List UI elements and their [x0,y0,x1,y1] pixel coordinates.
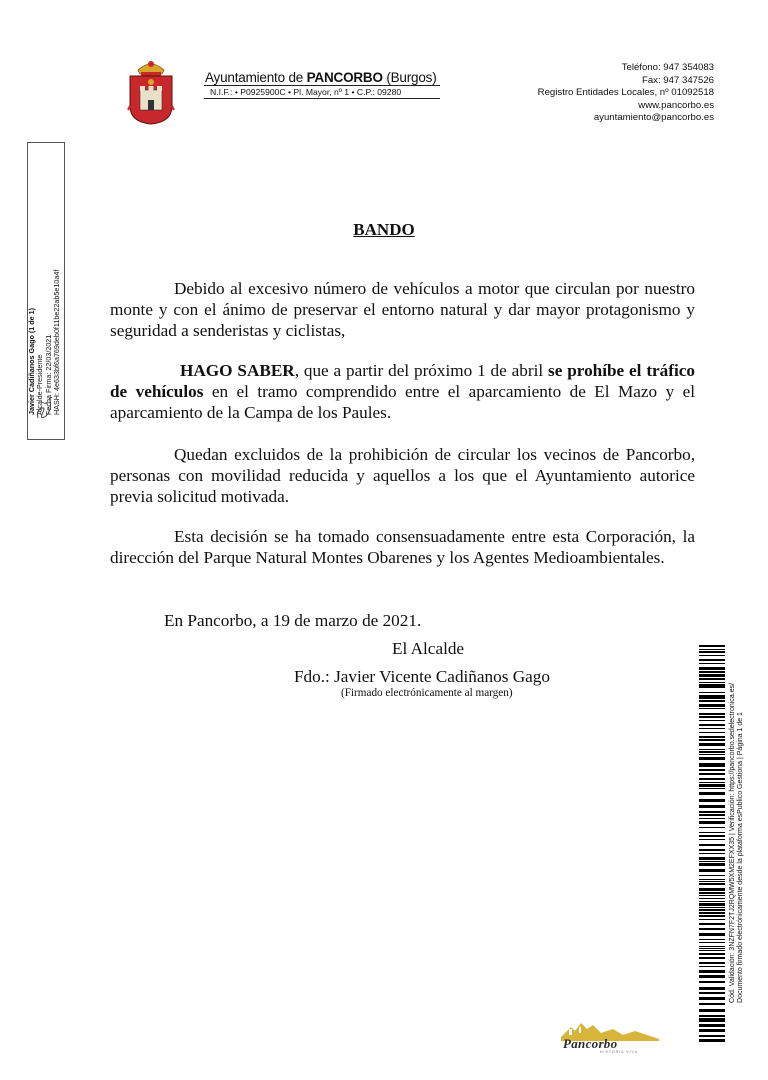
contact-email[interactable]: ayuntamiento@pancorbo.es [593,112,714,124]
verification-line: Documento firmado electrónicamente desde la plataforma esPublico Gestiona | Página 1 de 1 [737,712,744,1003]
verification-text [729,683,745,1003]
handwritten-signature [32,392,58,422]
contact-block [538,62,714,125]
document-title: BANDO [353,220,415,239]
contact-registry: Registro Entidades Locales, nº 01092518 [537,87,714,99]
signer-title: El Alcalde [392,639,465,658]
coat-of-arms-logo [124,56,178,126]
paragraph-exclusions: Quedan excluidos de la prohibición de circular los vecinos de Pancorbo, personas con movilidad reducida y aquellos a los que el Ayuntamiento autorice previa solicitud motivada. [110,445,695,506]
signer-name: Fdo.: Javier Vicente Cadiñanos Gago [294,667,550,686]
contact-fax: Fax: 947 347526 [641,74,714,86]
paragraph-announcement: HAGO SABER, que a partir del próximo 1 de abril se prohíbe el tráfico de vehículos en el tramo comprendido entre el aparcamiento de El Mazo y el aparcamiento de la Campa de los Paules. [110,361,695,422]
signer-note: (Firmado electrónicamente al margen) [341,687,513,699]
logo-wordmark: Pancorbo [563,1036,618,1051]
signature-line: Javier Cadiñanos Gago (1 de 1) [27,307,37,415]
signature-line: Fecha Firma: 22/03/2021 [44,334,53,415]
signature-line: Alcalde-Presidente [35,354,45,415]
signature-text [28,165,62,415]
verification-line[interactable]: Cód. Validación: 3NZFN7F2TJ2RQMW5XM2EFXX35 | Verificación: https://pancorbo.sedelectronica.es/ [728,683,736,1003]
contact-phone: Teléfono: 947 354083 [621,62,714,73]
date-line: En Pancorbo, a 19 de marzo de 2021. [164,611,422,630]
header-rule [204,98,440,99]
logo-tagline: HISTORIA VIVA [600,1050,638,1054]
header-rule [204,85,440,86]
signature-line: HASH: 4e633bf6a769deb0f11be22ab5e10a4f [52,269,62,415]
contact-website[interactable]: www.pancorbo.es [638,99,714,111]
org-details: N.I.F.: • P0925900C • Pl. Mayor, nº 1 • C.P.: 09280 [210,87,402,97]
paragraph-intro: Debido al excesivo número de vehículos a motor que circulan por nuestro monte y con el ánimo de preservar el entorno natural y dar mayor protagonismo y seguridad a senderistas y ciclistas, [110,279,695,340]
barcode [699,645,725,1043]
paragraph-agreement: Esta decisión se ha tomado consensuadamente entre esta Corporación, la dirección del Parque Natural Montes Obarenes y los Agentes Medioambientales. [110,527,695,567]
org-name: Ayuntamiento de PANCORBO (Burgos) [205,70,437,85]
